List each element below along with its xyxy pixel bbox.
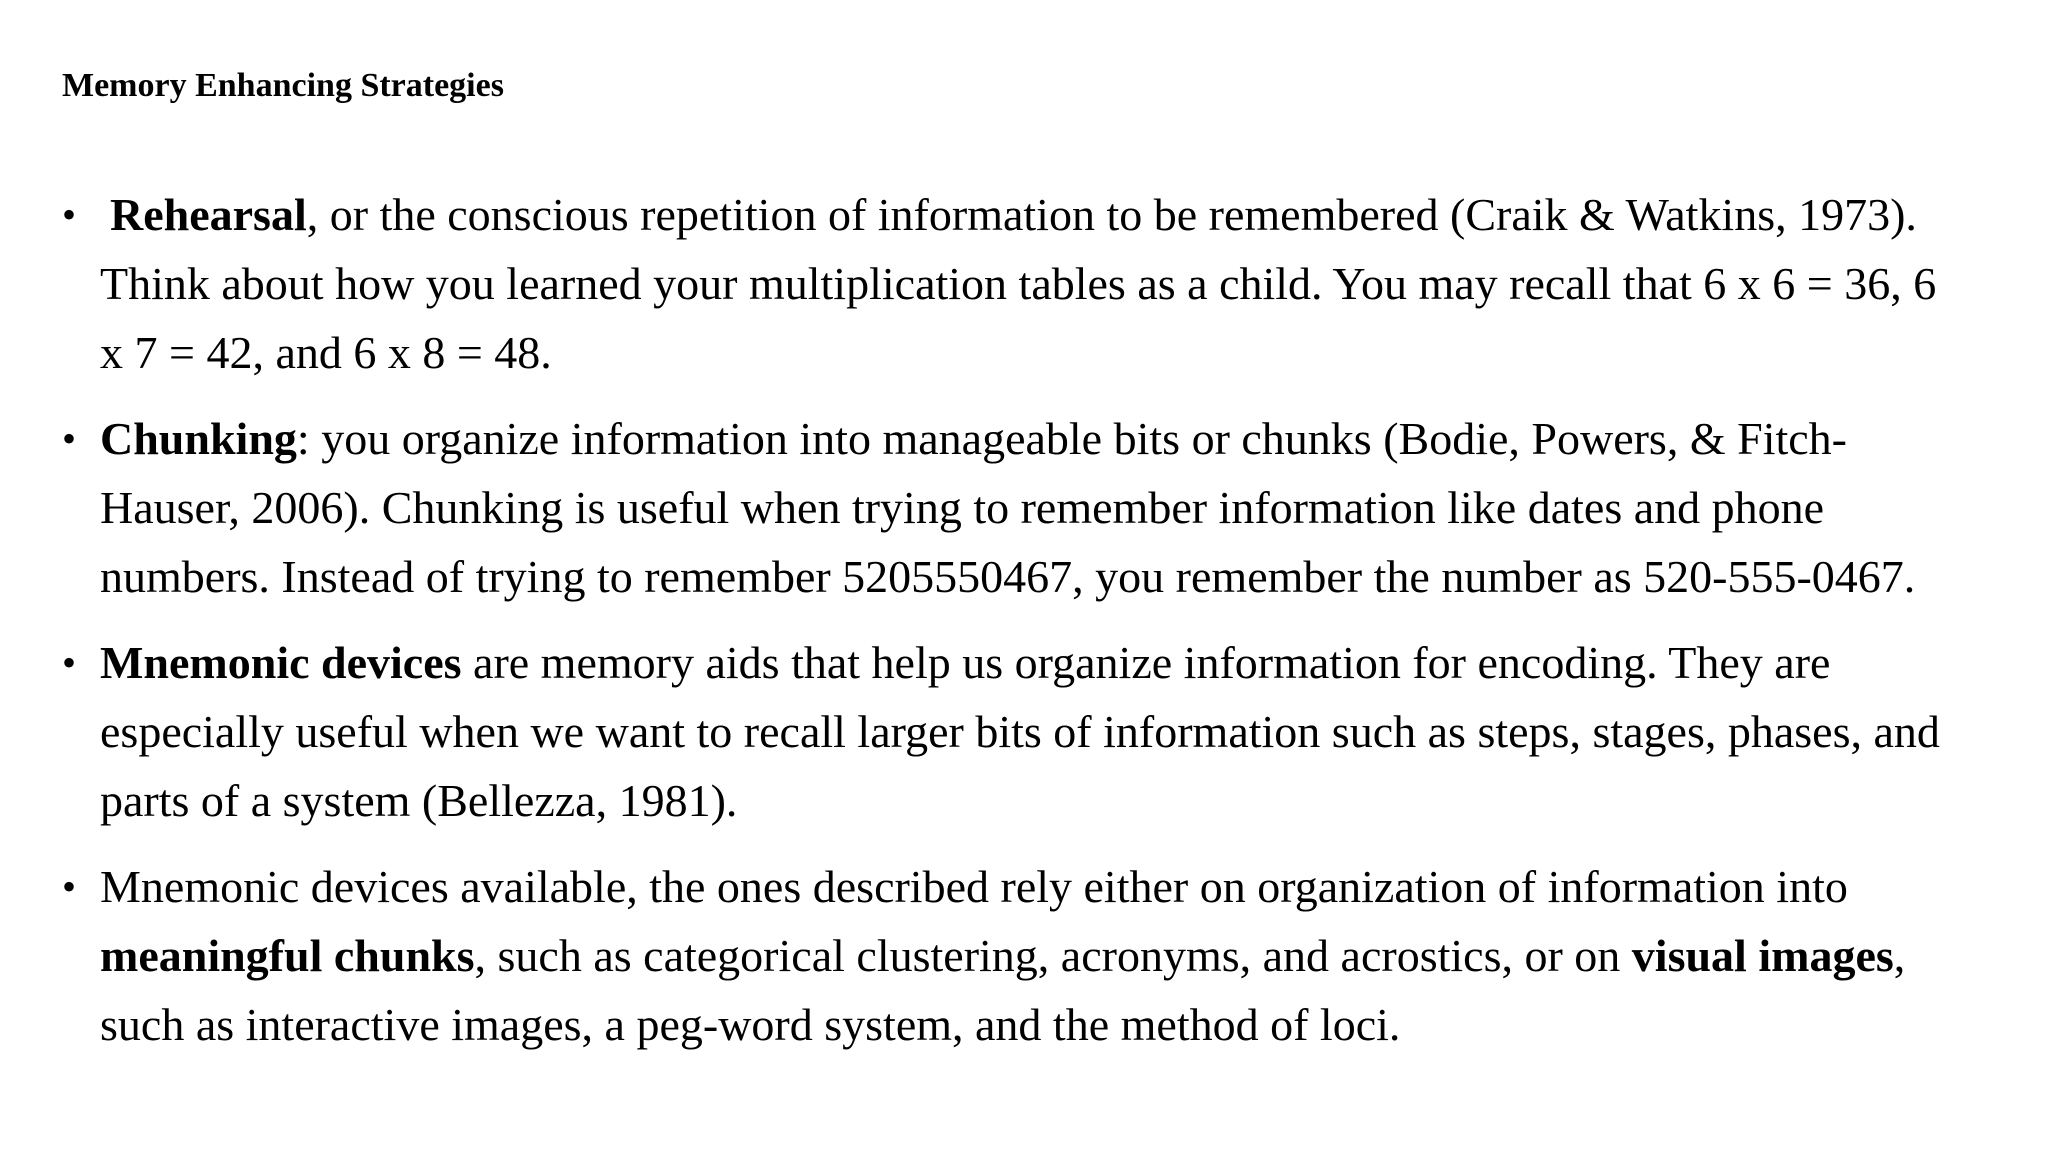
- bullet-icon: •: [62, 864, 77, 909]
- bullet-icon: •: [62, 640, 77, 685]
- text-mnemonic-types-b: , such as categorical clustering, acronyms, and acrostics, or on: [474, 930, 1632, 981]
- bullet-rehearsal: [62, 180, 1962, 387]
- text-rehearsal: , or the conscious repetition of information to be remembered (Craik & Watkins, 1973). Think about how you learned your multiplication tables as a child. You may recall that 6 x 6 = 36, 6 x 7 = 42, and 6 x 8 = 48.: [100, 189, 1937, 378]
- bullet-mnemonic-types: [62, 852, 1962, 1059]
- text-mnemonic-types-a: Mnemonic devices available, the ones described rely either on organization of information into: [100, 861, 1848, 912]
- term-chunking: Chunking: [100, 413, 297, 464]
- text-mnemonic-devices: are memory aids that help us organize information for encoding. They are especially useful when we want to recall larger bits of information such as steps, stages, phases, and parts of a system (Bellezza, 1981).: [100, 637, 1940, 826]
- term-rehearsal: Rehearsal: [110, 189, 307, 240]
- bullet-chunking: [62, 404, 1962, 611]
- term-visual-images: visual images: [1631, 930, 1894, 981]
- text-chunking: : you organize information into manageable bits or chunks (Bodie, Powers, & Fitch-Hauser, 2006). Chunking is useful when trying to remember information like dates and phone numbers. Instead of trying to remember 5205550467, you remember the number as 520-555-0467.: [100, 413, 1916, 602]
- text-mnemonic-types-c: , such as interactive images, a peg-word system, and the method of loci.: [100, 930, 1906, 1050]
- bullet-list: [62, 180, 1962, 1076]
- bullet-icon: •: [62, 192, 77, 237]
- bullet-icon: •: [62, 416, 77, 461]
- term-mnemonic-devices: Mnemonic devices: [100, 637, 462, 688]
- bullet-mnemonic-devices: [62, 628, 1962, 835]
- term-meaningful-chunks: meaningful chunks: [100, 930, 475, 981]
- page-title: Memory Enhancing Strategies: [62, 67, 504, 104]
